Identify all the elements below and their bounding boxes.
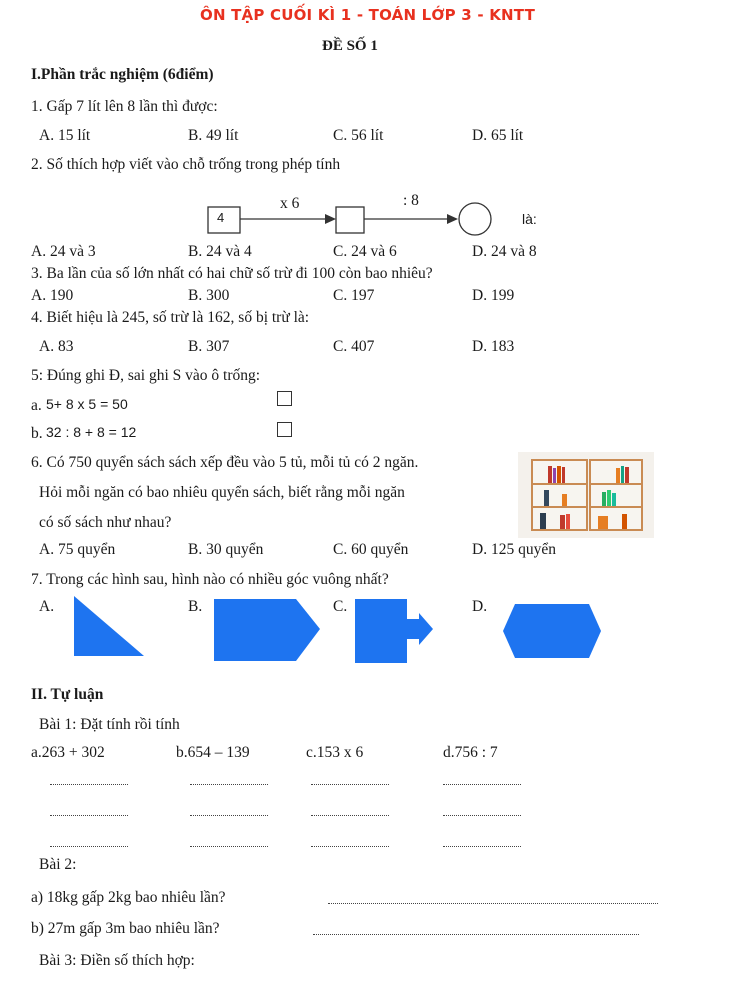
- q4-option-c[interactable]: C. 407: [333, 338, 375, 355]
- q5-b-answer-box[interactable]: [277, 422, 292, 437]
- q3-option-b[interactable]: B. 300: [188, 287, 230, 304]
- q2-option-d[interactable]: D. 24 và 8: [472, 243, 537, 260]
- work-line[interactable]: [50, 784, 128, 785]
- q5-b-label: b.: [31, 425, 43, 442]
- start-value: 4: [217, 210, 225, 225]
- q4-option-d[interactable]: D. 183: [472, 338, 515, 355]
- q2-diagram: [200, 190, 570, 240]
- q2-option-b[interactable]: B. 24 và 4: [188, 243, 252, 260]
- q5-a-label: a.: [31, 397, 42, 414]
- q5-b-expression: 32 : 8 + 8 = 12: [46, 424, 137, 440]
- shape-b-pentagon[interactable]: [214, 599, 324, 663]
- arrow-2: [447, 214, 458, 224]
- shape-c-arrow-shape[interactable]: [355, 599, 445, 665]
- bai2-a: a) 18kg gấp 2kg bao nhiêu lần?: [31, 889, 226, 906]
- work-line[interactable]: [311, 784, 389, 785]
- question-3: 3. Ba lần của số lớn nhất có hai chữ số trừ đi 100 còn bao nhiêu?: [31, 265, 433, 282]
- work-line[interactable]: [311, 815, 389, 816]
- question-1: 1. Gấp 7 lít lên 8 lần thì được:: [31, 98, 218, 115]
- bai1-d: d.756 : 7: [443, 744, 498, 761]
- work-line[interactable]: [50, 815, 128, 816]
- shape-a-triangle[interactable]: [74, 596, 174, 658]
- section1-heading: I.Phần trắc nghiệm (6điểm): [31, 66, 214, 83]
- q5-a-expression: 5+ 8 x 5 = 50: [46, 396, 128, 412]
- q1-option-b[interactable]: B. 49 lít: [188, 127, 239, 144]
- operator-multiply: x 6: [280, 195, 300, 212]
- q3-option-c[interactable]: C. 197: [333, 287, 375, 304]
- bai3-title: Bài 3: Điền số thích hợp:: [39, 952, 195, 969]
- arrow-1: [325, 214, 336, 224]
- bai1-title: Bài 1: Đặt tính rồi tính: [39, 716, 180, 733]
- q7-option-a[interactable]: A.: [39, 598, 55, 615]
- q1-option-c[interactable]: C. 56 lít: [333, 127, 384, 144]
- q6-option-a[interactable]: A. 75 quyển: [39, 541, 116, 558]
- question-6-line3: có số sách như nhau?: [39, 514, 172, 531]
- work-line[interactable]: [311, 846, 389, 847]
- blank-circle: [459, 203, 491, 235]
- bai1-a: a.263 + 302: [31, 744, 105, 761]
- work-line[interactable]: [50, 846, 128, 847]
- bai2-a-answer-line[interactable]: [328, 903, 658, 904]
- bai2-b: b) 27m gấp 3m bao nhiêu lần?: [31, 920, 220, 937]
- q4-option-a[interactable]: A. 83: [39, 338, 74, 355]
- question-2: 2. Số thích hợp viết vào chỗ trống trong phép tính: [31, 156, 341, 173]
- question-7: 7. Trong các hình sau, hình nào có nhiều góc vuông nhất?: [31, 571, 389, 588]
- q3-option-a[interactable]: A. 190: [31, 287, 74, 304]
- q6-option-d[interactable]: D. 125 quyển: [472, 541, 556, 558]
- work-line[interactable]: [443, 815, 521, 816]
- q2-option-c[interactable]: C. 24 và 6: [333, 243, 397, 260]
- blank-box-1: [336, 207, 364, 233]
- bookshelf-image: [518, 452, 654, 538]
- q3-option-d[interactable]: D. 199: [472, 287, 515, 304]
- bai1-b: b.654 – 139: [176, 744, 250, 761]
- question-6-line1: 6. Có 750 quyển sách sách xếp đều vào 5 tủ, mỗi tủ có 2 ngăn.: [31, 454, 419, 471]
- work-line[interactable]: [443, 784, 521, 785]
- q1-option-a[interactable]: A. 15 lít: [39, 127, 91, 144]
- bai2-b-answer-line[interactable]: [313, 934, 639, 935]
- q2-tail: là:: [522, 211, 537, 227]
- q7-option-b[interactable]: B.: [188, 598, 203, 615]
- bai1-c: c.153 x 6: [306, 744, 364, 761]
- section2-heading: II. Tự luận: [31, 686, 104, 703]
- exam-number: ĐỀ SỐ 1: [322, 38, 378, 54]
- question-4: 4. Biết hiệu là 245, số trừ là 162, số bị trừ là:: [31, 309, 310, 326]
- q6-option-b[interactable]: B. 30 quyển: [188, 541, 264, 558]
- q2-option-a[interactable]: A. 24 và 3: [31, 243, 96, 260]
- work-line[interactable]: [190, 846, 268, 847]
- question-5: 5: Đúng ghi Đ, sai ghi S vào ô trống:: [31, 367, 261, 384]
- q1-option-d[interactable]: D. 65 lít: [472, 127, 524, 144]
- work-line[interactable]: [190, 784, 268, 785]
- work-line[interactable]: [443, 846, 521, 847]
- work-line[interactable]: [190, 815, 268, 816]
- operator-divide: : 8: [403, 192, 419, 209]
- question-6-line2: Hỏi mỗi ngăn có bao nhiêu quyển sách, biết rằng mỗi ngăn: [39, 484, 405, 501]
- q6-option-c[interactable]: C. 60 quyển: [333, 541, 409, 558]
- q4-option-b[interactable]: B. 307: [188, 338, 230, 355]
- shape-d-hexagon[interactable]: [501, 604, 605, 660]
- bai2-title: Bài 2:: [39, 856, 77, 873]
- page-title: ÔN TẬP CUỐI KÌ 1 - TOÁN LỚP 3 - KNTT: [200, 6, 535, 24]
- q5-a-answer-box[interactable]: [277, 391, 292, 406]
- q7-option-d[interactable]: D.: [472, 598, 488, 615]
- q7-option-c[interactable]: C.: [333, 598, 348, 615]
